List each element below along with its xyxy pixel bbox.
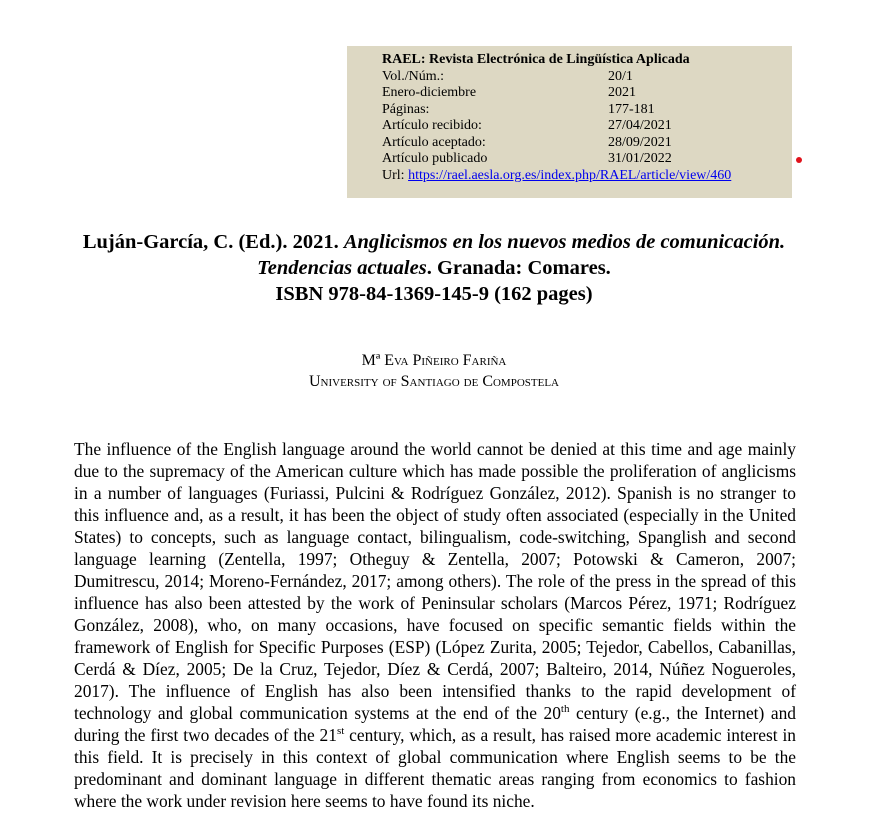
- reviewer-name: Mª Eva Piñeiro Fariña: [361, 352, 507, 369]
- body-text-segment: century (e.g., the Internet) and during the first two decades of the 21: [74, 703, 796, 745]
- red-marker-dot: [796, 157, 802, 163]
- title-author-year: Luján-García, C. (Ed.). 2021.: [82, 231, 344, 253]
- body-text-segment: century, which, as a result, has raised more academic interest in this field. It is precisely in this context of global communication where English seems to be the predominant and dominant language in different thematic areas ranging from economics to fashion where the work under revision here seems to have found its niche.: [74, 725, 796, 811]
- meta-value: 28/09/2021: [608, 134, 672, 150]
- meta-label: Artículo publicado: [382, 151, 488, 166]
- meta-value: 177-181: [608, 101, 655, 117]
- url-label: Url:: [382, 167, 405, 183]
- meta-row-period: [382, 85, 792, 102]
- meta-label: Artículo aceptado:: [382, 134, 486, 150]
- body-text-segment: The influence of the English language around the world cannot be denied at this time and age mainly due to the supremacy of the American culture which has made possible the proliferation of anglicisms in a number of languages (Furiassi, Pulcini & Rodríguez González, 2012). Spanish is no stranger to this influence and, as a result, it has been the object of study often associated (especially in the United States) to concepts, such as language contact, bilingualism, code-switching, Spanglish and second language learning (Zentella, 1997; Otheguy & Zentella, 2007; Potowski & Cameron, 2007; Dumitrescu, 2014; Moreno-Fernández, 2017; among others). The role of the press in the spread of this influence has also been attested by the work of Peninsular scholars (Marcos Pérez, 1971; Rodríguez González, 2008), who, on many occasions, have focused on specific semantic fields within the framework of English for Specific Purposes (ESP) (López Zurita, 2005; Tejedor, Cabellos, Cabanillas, Cerdá & Díez, 2005; De la Cruz, Tejedor, Díez & Cerdá, 2007; Balteiro, 2014, Núñez Nogueroles, 2017). The influence of English has also been intensified thanks to the rapid development of technology and global communication systems at the end of the 20: [74, 439, 796, 723]
- meta-row-volume: [382, 69, 792, 86]
- isbn-line: ISBN 978-84-1369-145-9 (162 pages): [275, 283, 593, 305]
- meta-row-received: [382, 118, 792, 135]
- article-url-link[interactable]: https://rael.aesla.org.es/index.php/RAEL/article/view/460: [408, 167, 732, 183]
- meta-value: 20/1: [608, 68, 633, 84]
- meta-value: 31/01/2022: [608, 151, 672, 166]
- journal-title: RAEL: Revista Electrónica de Lingüística Aplicada: [382, 52, 690, 67]
- meta-label: Páginas:: [382, 101, 430, 117]
- journal-info-box: [347, 46, 792, 198]
- reviewer-affiliation: University of Santiago de Compostela: [308, 373, 559, 390]
- meta-label: Enero-diciembre: [382, 85, 477, 100]
- meta-row-accepted: [382, 135, 792, 152]
- meta-label: Artículo recibido:: [382, 118, 482, 133]
- book-title: Anglicismos en los nuevos medios de comunicación. Tendencias actuales: [257, 231, 786, 279]
- superscript: st: [336, 725, 345, 737]
- reviewer-block: [200, 350, 668, 392]
- meta-label: Vol./Núm.:: [382, 68, 444, 84]
- title-publisher: . Granada: Comares.: [426, 257, 611, 279]
- body-paragraph: [74, 438, 796, 812]
- superscript: th: [560, 703, 570, 715]
- meta-value: 2021: [608, 85, 636, 100]
- meta-row-url: [382, 168, 792, 185]
- meta-row-published: [382, 151, 792, 168]
- meta-value: 27/04/2021: [608, 118, 672, 133]
- meta-row-pages: [382, 102, 792, 119]
- review-title: [60, 229, 808, 307]
